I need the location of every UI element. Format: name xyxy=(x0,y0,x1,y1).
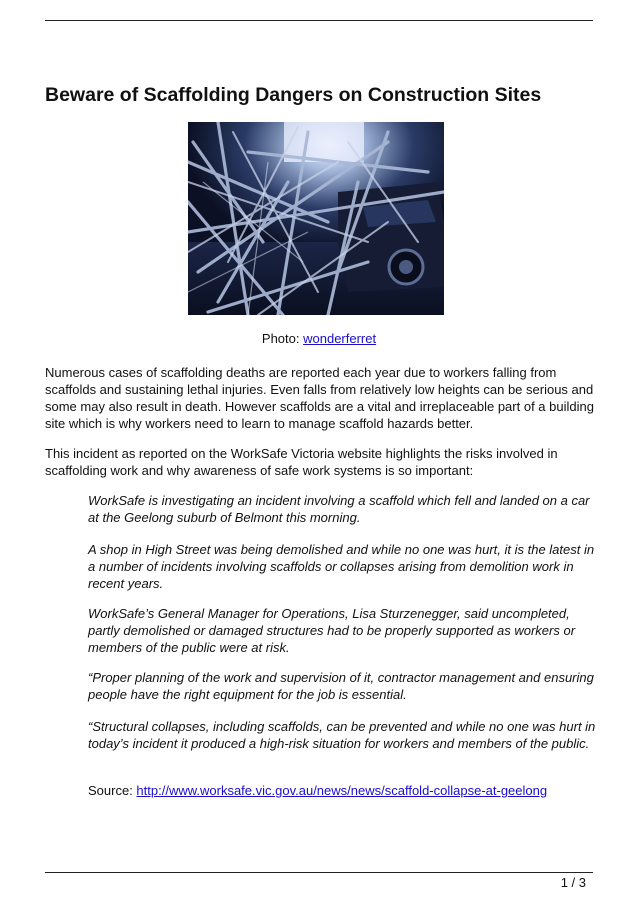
photo-caption-label: Photo: xyxy=(261,331,304,346)
page-title: Beware of Scaffolding Dangers on Construction Sites xyxy=(45,84,542,106)
intro-paragraph: Numerous cases of scaffolding deaths are reported each year due to workers falling from scaffolds and sustaining lethal injuries. Even falls from relatively low heights can be serious and some may also result in death. However scaffolds are a vital and irreplaceable part of a building site which is why workers need to learn to manage scaffold hazards better. xyxy=(45,365,594,431)
source-line xyxy=(88,782,596,799)
quote-paragraph-1: WorkSafe is investigating an incident involving a scaffold which fell and landed on a car at the Geelong suburb of Belmont this morning. xyxy=(88,493,590,525)
photo-credit-link[interactable]: wonderferret xyxy=(303,331,377,346)
quote-paragraph-3: WorkSafe’s General Manager for Operations, Lisa Sturzenegger, said uncompleted, partly demolished or damaged structures had to be properly supported as workers or members of the public were at risk. xyxy=(88,606,576,655)
footer-rule xyxy=(45,872,593,873)
quote-paragraph-5: “Structural collapses, including scaffolds, can be prevented and while no one was hurt in today’s incident it produced a high-risk situation for workers and members of the public. xyxy=(88,719,596,751)
page-number: 1 / 3 xyxy=(560,875,586,890)
source-label: Source: xyxy=(88,783,137,798)
scaffold-photo xyxy=(188,122,444,315)
photo-caption xyxy=(0,331,638,347)
quote-paragraph-4: “Proper planning of the work and supervision of it, contractor management and ensuring people have the right equipment for the job is essential. xyxy=(88,670,594,702)
header-rule xyxy=(45,20,593,21)
quote-paragraph-2: A shop in High Street was being demolished and while no one was hurt, it is the latest in a number of incidents involving scaffolds or collapses arising from demolition work in recent years. xyxy=(88,542,595,591)
source-link[interactable]: http://www.worksafe.vic.gov.au/news/news/scaffold-collapse-at-geelong xyxy=(136,783,548,798)
incident-paragraph: This incident as reported on the WorkSafe Victoria website highlights the risks involved in scaffolding work and why awareness of safe work systems is so important: xyxy=(45,446,558,478)
